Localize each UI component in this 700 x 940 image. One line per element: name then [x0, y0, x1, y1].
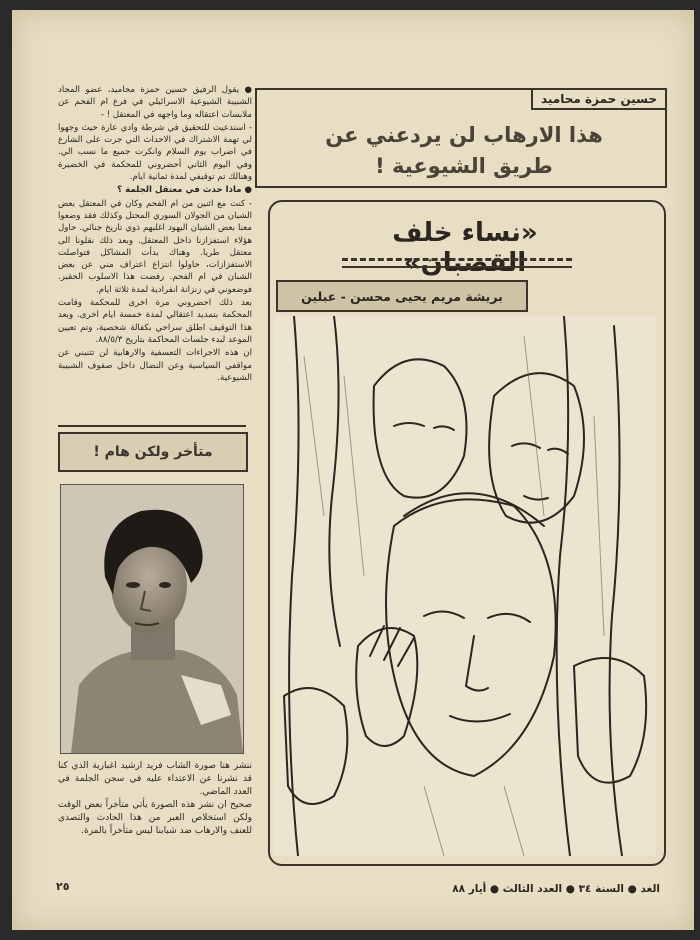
page-number: ٢٥ [56, 880, 70, 893]
sidebar-heading: متأخر ولكن هام ! [58, 432, 248, 472]
sketch-illustration [274, 316, 656, 856]
title-solid-underline [342, 266, 572, 268]
paragraph: ● يقول الرفيق حسين حمزة محاميد، عضو المجاد الشبيبة الشيوعية الاسرائيلي في فرع ام الفحم عن ملابسات اعتقاله وما واجهه في المعتقل ! - [58, 85, 252, 120]
caption-paragraph: صحيح ان نشر هذه الصورة يأتي متأخراً بعض الوقت ولكن استخلاص العبر من هذا الحادث والتصدي للعنف والارهاب ضد شبابنا ليس متأخراً بالمرة. [58, 800, 252, 836]
author-name: حسين حمزة محاميد [531, 88, 667, 110]
interview-text [58, 84, 252, 385]
article-header-box [255, 88, 667, 188]
caption-paragraph: ننشر هنا صورة الشاب فريد ارشيد اغبارية الذي كنا قد نشرنا عن الاعتداء عليه في سجن الجلمة في العدد الماضي. [58, 761, 252, 797]
paragraph: بعد ذلك احضروني مرة اخرى للمحكمة وقامت المحكمة بتمديد اعتقالي لمدة خمسة ايام اخرى. وبعد هذا التوقيف اطلق سراحي بكفالة شخصية، وتم تعيين الموعد لبدء جلسات المحاكمة بتاريخ ٨٨/٥/٣. [58, 298, 252, 345]
paragraph: ● ماذا حدث في معتقل الجلمة ؟ [117, 185, 252, 196]
portrait-photo [60, 484, 244, 754]
paragraph: - استدعيت للتحقيق في شرطة وادي عارة حيث وجهوا لي تهمة الاشتراك في الاحداث التي جرت على الشارع في اضراب يوم السلام وانكرت جميع ما نسب الي. وفي اليوم الثاني أحضروني للمحكمة في الخضيرة وهنالك تم توقيفي لمدة ثمانية ايام. [58, 122, 252, 183]
feature-title: «نساء خلف القضبان» [392, 218, 538, 278]
title-line-1: هذا الارهاب لن يردعني عن [325, 123, 603, 147]
paragraph: - كنت مع اثنين من ام الفحم وكان في المعتقل بعض الشبان من الجولان السوري المحتل وكذلك فقد وضعوا معنا بعض الشبان اليهود اغلبهم ذوي تاريخ جنائي. حاول هؤلاء استفزازنا داخل المعتقل. وبعد ذلك نقلونا الى معتقل طريا. وهناك بدأت المشاكل فتواصلت الاستفزازات، حاولوا انتزاع اعتراف مني عن بعض الشبان في ام الفحم. رفضت هذا الاسلوب الحقير. فوضعوني في زنزانة انفرادية لمدة ثلاثة ايام. [58, 198, 252, 295]
title-line-2: طريق الشيوعية ! [375, 154, 553, 178]
artist-byline: بريشة مريم يحيى محسن - عبلين [276, 280, 528, 312]
article-title [279, 120, 649, 182]
issue-footer: الغد ● السنة ٣٤ ● العدد الثالث ● أيار ٨٨ [452, 883, 660, 895]
paragraph: ان هذه الاجراءات التعسفية والارهابية لن تثنيني عن مواقفي السياسية وعن النضال داخل صفوف الشبيبة الشيوعية. [58, 348, 252, 383]
title-dash-underline [342, 258, 572, 261]
portrait-image-icon [61, 485, 243, 753]
column-divider [58, 425, 246, 427]
women-behind-bars-drawing-icon [274, 316, 656, 856]
photo-caption [58, 760, 252, 838]
